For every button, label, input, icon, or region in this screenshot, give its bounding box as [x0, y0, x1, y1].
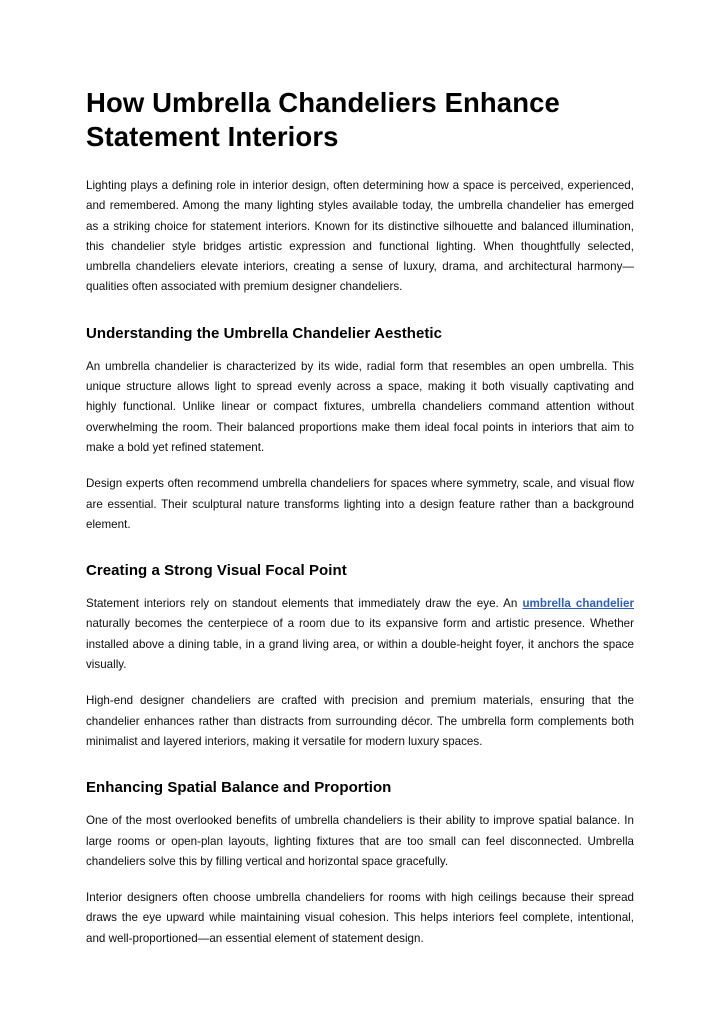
section-3-paragraph-1: One of the most overlooked benefits of umbrella chandeliers is their ability to improve spatial balance. In large rooms or open-plan layouts, lighting fixtures that are too small can feel disconnected. Umbrella chandeliers solve this by filling vertical and horizontal space gracefully.: [86, 814, 634, 868]
page-title: How Umbrella Chandeliers Enhance Statement Interiors: [86, 87, 560, 152]
section-1-paragraph-1: An umbrella chandelier is characterized by its wide, radial form that resembles an open umbrella. This unique structure allows light to spread evenly across a space, making it both visually captivating and highly functional. Unlike linear or compact fixtures, umbrella chandeliers command attention without overwhelming the room. Their balanced proportions make them ideal focal points in interiors that aim to make a bold yet refined statement.: [86, 359, 634, 454]
intro-paragraph: Lighting plays a defining role in interior design, often determining how a space is perceived, experienced, and remembered. Among the many lighting styles available today, the umbrella chandelier has emerged as a striking choice for statement interiors. Known for its distinctive silhouette and balanced illumination, this chandelier style bridges artistic expression and functional lighting. When thoughtfully selected, umbrella chandeliers elevate interiors, creating a sense of luxury, drama, and architectural harmony—qualities often associated with premium designer chandeliers.: [86, 179, 634, 294]
section-heading-visual-focal-point: Creating a Strong Visual Focal Point: [86, 562, 347, 580]
umbrella-chandelier-link[interactable]: umbrella chandelier: [522, 597, 634, 611]
section-2-paragraph-1: [86, 594, 634, 675]
section-heading-spatial-balance: Enhancing Spatial Balance and Proportion: [86, 779, 392, 797]
section-heading-understanding-aesthetic: Understanding the Umbrella Chandelier Aesthetic: [86, 324, 443, 342]
section-3-paragraph-2: Interior designers often choose umbrella chandeliers for rooms with high ceilings because their spread draws the eye upward while maintaining visual cohesion. This helps interiors feel complete, intentional, and well-proportioned—an essential element of statement design.: [86, 891, 634, 945]
section-2-paragraph-1-text-before-link: Statement interiors rely on standout elements that immediately draw the eye. An: [86, 597, 523, 611]
section-2-paragraph-1-text-after-link: naturally becomes the centerpiece of a room due to its expansive form and artistic presence. Whether installed above a dining table, in a grand living area, or within a double-height foyer, it anchors the space visually.: [86, 617, 634, 672]
article-content: [86, 86, 634, 949]
section-1-paragraph-2: Design experts often recommend umbrella chandeliers for spaces where symmetry, scale, and visual flow are essential. Their sculptural nature transforms lighting into a design feature rather than a background element.: [86, 477, 634, 531]
section-2-paragraph-2: High-end designer chandeliers are crafted with precision and premium materials, ensuring that the chandelier enhances rather than distracts from surrounding décor. The umbrella form complements both minimalist and layered interiors, making it versatile for modern luxury spaces.: [86, 694, 634, 748]
